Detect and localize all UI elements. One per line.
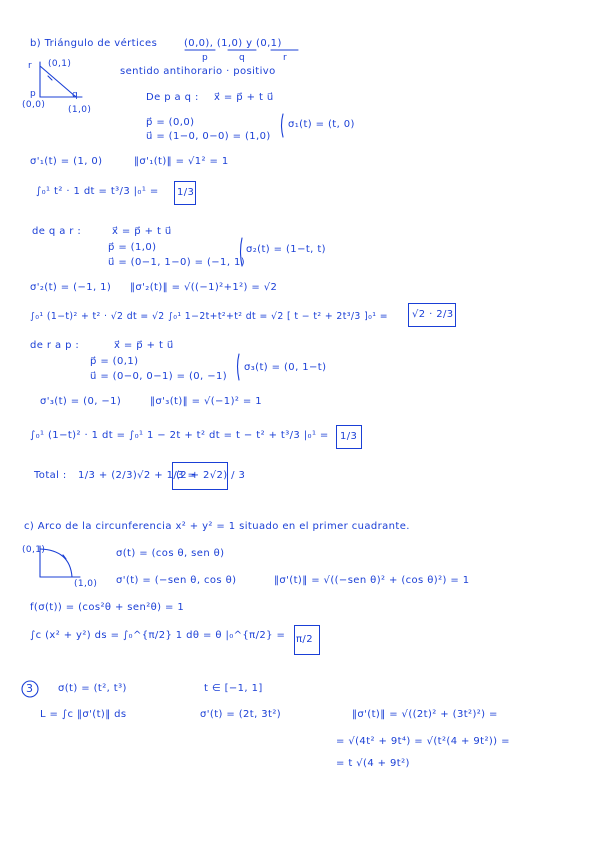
s3-step3: = t √(4 + 9t²) — [336, 758, 410, 769]
rp-sigma: σ₃(t) = (0, 1−t) — [244, 362, 327, 373]
rp-eq: x⃗ = p⃗ + t u⃗ — [114, 340, 174, 351]
pq-u: u⃗ = (1−0, 0−0) = (1,0) — [146, 131, 271, 142]
s3-domain: t ∈ [−1, 1] — [204, 683, 263, 694]
orientation-note: sentido antihorario · positivo — [120, 66, 276, 77]
s3-deriv: σ'(t) = (2t, 3t²) — [200, 709, 282, 720]
c-deriv: σ'(t) = (−sen θ, cos θ) — [116, 575, 237, 586]
brace-pq — [282, 114, 284, 137]
triangle-hypotenuse — [40, 66, 76, 97]
qr-u: u⃗ = (0−1, 1−0) = (−1, 1) — [108, 257, 246, 268]
total-label: Total : — [34, 470, 67, 481]
s3-sigma: σ(t) = (t², t³) — [58, 683, 127, 694]
pq-p: p⃗ = (0,0) — [146, 117, 195, 128]
section-b-vertices: (0,0), (1,0) y (0,1) — [184, 38, 282, 49]
s3-norm: ‖σ'(t)‖ = √((2t)² + (3t²)²) = — [352, 709, 498, 720]
pq-integral: ∫₀¹ t² · 1 dt = t³/3 |₀¹ = — [36, 186, 159, 197]
fig-p-point: (0,0) — [22, 100, 46, 110]
triangle-arrow — [48, 76, 52, 80]
s3-step2: = √(4t² + 9t⁴) = √(t²(4 + 9t²)) = — [336, 736, 510, 747]
total-expr: 1/3 + (2/3)√2 + 1/3 = — [78, 470, 197, 481]
vertex-name-r: r — [283, 53, 288, 63]
c-integral: ∫c (x² + y²) ds = ∫₀^{π/2} 1 dθ = θ |₀^{π/2} = — [30, 630, 286, 641]
pq-result: 1/3 — [177, 187, 195, 198]
brace-rp — [238, 354, 240, 380]
s3-L: L = ∫c ‖σ'(t)‖ ds — [40, 709, 127, 720]
qr-deriv: σ'₂(t) = (−1, 1) — [30, 282, 112, 293]
pq-norm: ‖σ'₁(t)‖ = √1² = 1 — [134, 156, 229, 167]
fig-r-point: (0,1) — [48, 59, 72, 69]
brace-qr — [241, 238, 243, 266]
fig-p-label: p — [30, 89, 37, 99]
arc-right-label: (1,0) — [74, 579, 98, 589]
pq-eq: x⃗ = p⃗ + t u⃗ — [214, 92, 274, 103]
rp-norm: ‖σ'₃(t)‖ = √(−1)² = 1 — [150, 396, 262, 407]
rp-u: u⃗ = (0−0, 0−1) = (0, −1) — [90, 371, 228, 382]
qr-title: de q a r : — [32, 226, 82, 237]
c-sigma: σ(t) = (cos θ, sen θ) — [116, 548, 225, 559]
qr-norm: ‖σ'₂(t)‖ = √((−1)²+1²) = √2 — [130, 282, 278, 293]
qr-p: p⃗ = (1,0) — [108, 242, 157, 253]
fig-q-point: (1,0) — [68, 105, 92, 115]
arc-top-label: (0,1) — [22, 545, 46, 555]
fig-q-label: q — [72, 90, 79, 100]
rp-p: p⃗ = (0,1) — [90, 356, 139, 367]
section-c-title: c) Arco de la circunferencia x² + y² = 1 situado en el primer cuadrante. — [24, 521, 410, 532]
vertex-name-p: p — [202, 53, 209, 63]
vertex-name-q: q — [239, 53, 246, 63]
qr-eq: x⃗ = p⃗ + t u⃗ — [112, 226, 172, 237]
fig-r-label: r — [28, 61, 33, 71]
arc-curve — [40, 549, 72, 577]
qr-sigma: σ₂(t) = (1−t, t) — [246, 244, 326, 255]
rp-deriv: σ'₃(t) = (0, −1) — [40, 396, 122, 407]
c-norm: ‖σ'(t)‖ = √((−sen θ)² + (cos θ)²) = 1 — [274, 575, 470, 586]
c-result: π/2 — [296, 634, 313, 645]
total-result: (2 + 2√2) / 3 — [176, 470, 246, 481]
section-b-title: b) Triángulo de vértices — [30, 38, 158, 49]
pq-sigma: σ₁(t) = (t, 0) — [288, 119, 355, 130]
qr-integral: ∫₀¹ (1−t)² + t² · √2 dt = √2 ∫₀¹ 1−2t+t²+t² dt = √2 [ t − t² + 2t³/3 ]₀¹ = — [30, 311, 388, 322]
pq-title: De p a q : — [146, 92, 199, 103]
rp-integral: ∫₀¹ (1−t)² · 1 dt = ∫₀¹ 1 − 2t + t² dt = t − t² + t³/3 |₀¹ = — [30, 430, 329, 441]
rp-title: de r a p : — [30, 340, 80, 351]
qr-result: √2 · 2/3 — [412, 309, 454, 320]
rp-result: 1/3 — [340, 431, 358, 442]
section-3-circle — [22, 681, 38, 697]
section-3-number: 3 — [26, 682, 34, 695]
c-f: f(σ(t)) = (cos²θ + sen²θ) = 1 — [30, 602, 185, 613]
pq-deriv: σ'₁(t) = (1, 0) — [30, 156, 103, 167]
